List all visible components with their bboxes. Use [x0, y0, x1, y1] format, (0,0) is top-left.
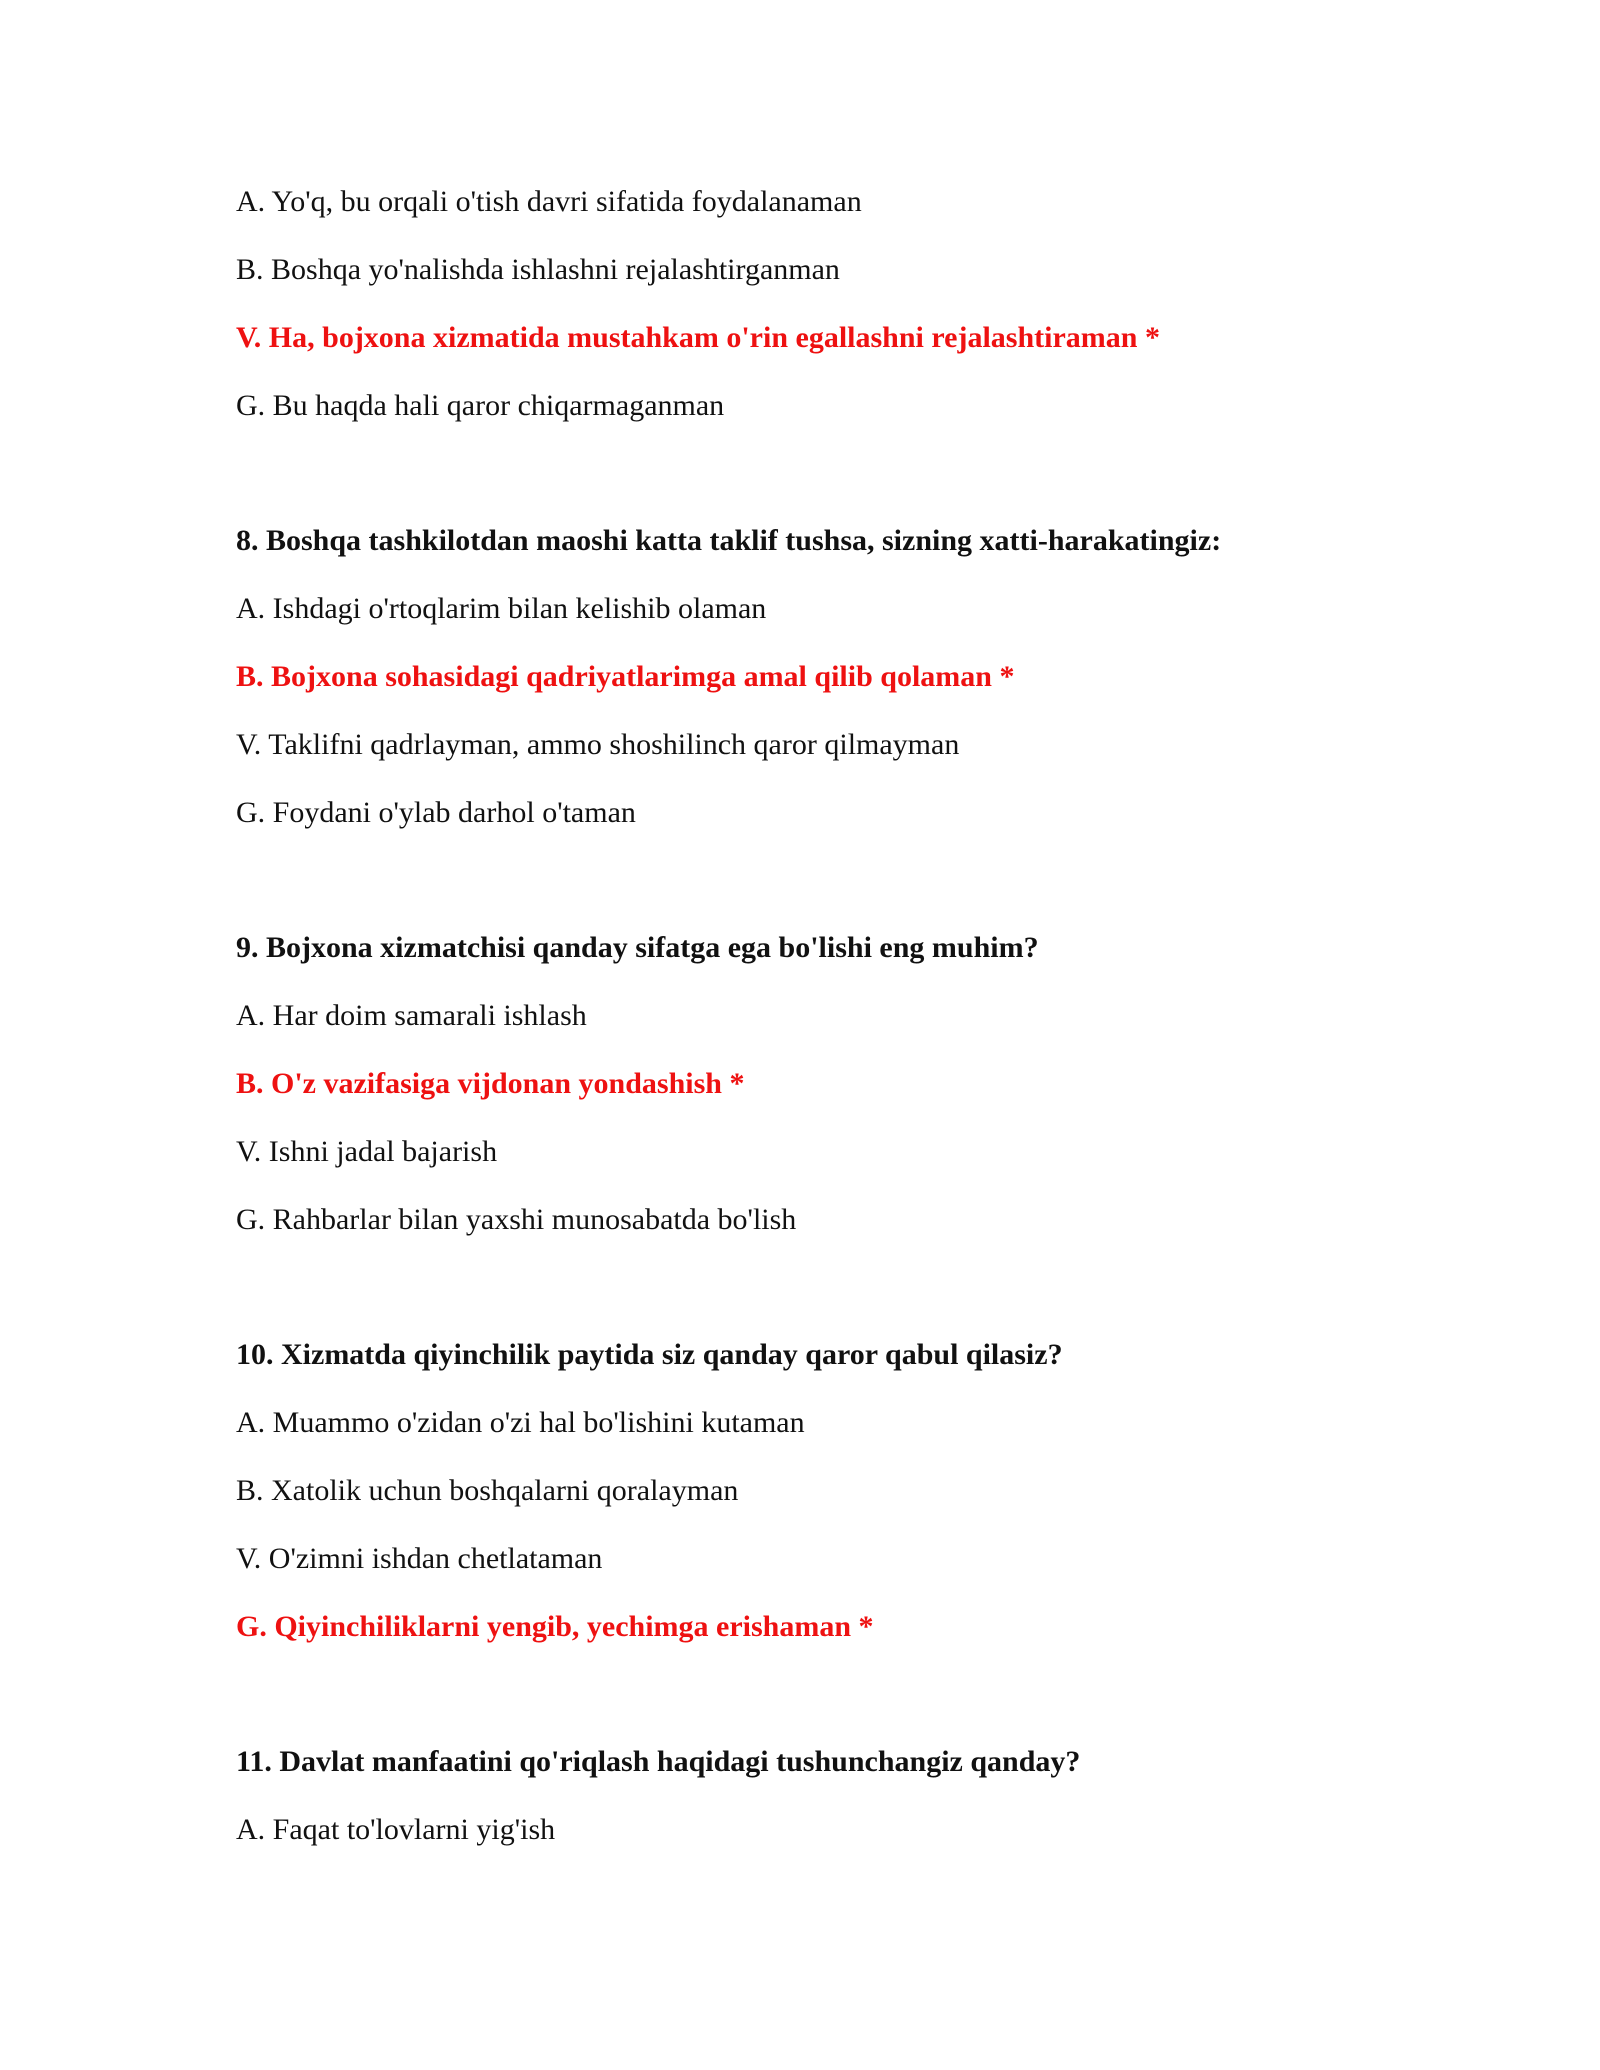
correct-answer-option: V. Ha, bojxona xizmatida mustahkam o'rin egallashni rejalashtiraman *	[236, 321, 1160, 354]
spacer	[236, 861, 1486, 928]
answer-option: B. Xatolik uchun boshqalarni qoralayman	[236, 1474, 739, 1507]
answer-option: G. Rahbarlar bilan yaxshi munosabatda bo'lish	[236, 1203, 797, 1236]
answer-option: V. Ishni jadal bajarish	[236, 1135, 498, 1168]
question-block-11	[236, 1742, 1486, 1850]
question-block-7	[236, 182, 1486, 426]
question-block-10	[236, 1335, 1486, 1647]
spacer	[236, 1675, 1486, 1742]
answer-option: G. Bu haqda hali qaror chiqarmaganman	[236, 389, 725, 422]
question-title: 10. Xizmatda qiyinchilik paytida siz qanday qaror qabul qilasiz?	[236, 1338, 1063, 1371]
question-block-8	[236, 521, 1486, 833]
correct-answer-option: G. Qiyinchiliklarni yengib, yechimga erishaman *	[236, 1610, 874, 1643]
answer-option: A. Yo'q, bu orqali o'tish davri sifatida foydalanaman	[236, 185, 862, 218]
answer-option: B. Boshqa yo'nalishda ishlashni rejalashtirganman	[236, 253, 840, 286]
spacer	[236, 1268, 1486, 1335]
question-title: 11. Davlat manfaatini qo'riqlash haqidagi tushunchangiz qanday?	[236, 1745, 1081, 1778]
question-title: 9. Bojxona xizmatchisi qanday sifatga ega bo'lishi eng muhim?	[236, 931, 1039, 964]
spacer	[236, 454, 1486, 521]
answer-option: A. Har doim samarali ishlash	[236, 999, 587, 1032]
document-page	[236, 182, 1486, 1878]
answer-option: V. Taklifni qadrlayman, ammo shoshilinch qaror qilmayman	[236, 728, 960, 761]
answer-option: V. O'zimni ishdan chetlataman	[236, 1542, 603, 1575]
correct-answer-option: B. O'z vazifasiga vijdonan yondashish *	[236, 1067, 745, 1100]
question-block-9	[236, 928, 1486, 1240]
correct-answer-option: B. Bojxona sohasidagi qadriyatlarimga amal qilib qolaman *	[236, 660, 1015, 693]
question-title: 8. Boshqa tashkilotdan maoshi katta taklif tushsa, sizning xatti-harakatingiz:	[236, 524, 1222, 557]
answer-option: A. Faqat to'lovlarni yig'ish	[236, 1813, 556, 1846]
answer-option: G. Foydani o'ylab darhol o'taman	[236, 796, 636, 829]
answer-option: A. Ishdagi o'rtoqlarim bilan kelishib olaman	[236, 592, 767, 625]
answer-option: A. Muammo o'zidan o'zi hal bo'lishini kutaman	[236, 1406, 805, 1439]
